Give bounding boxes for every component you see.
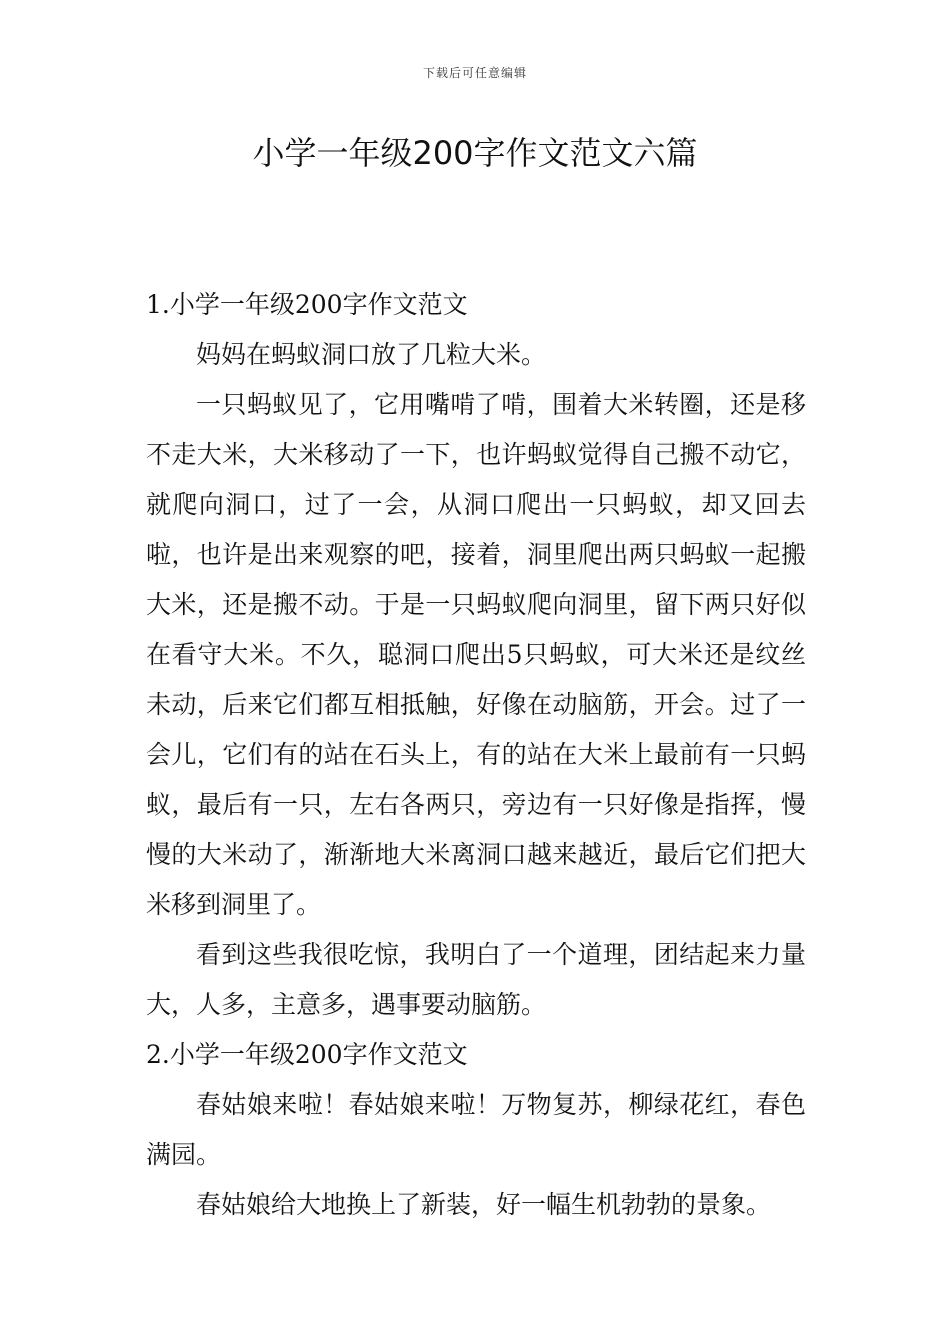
paragraph: 看到这些我很吃惊，我明白了一个道理，团结起来力量大，人多，主意多，遇事要动脑筋。 xyxy=(146,940,806,1019)
document-body xyxy=(146,280,806,1230)
section-heading: 2.小学一年级200字作文范文 xyxy=(146,1040,468,1069)
header-note: 下载后可任意编辑 xyxy=(422,66,527,80)
section-1 xyxy=(146,280,806,1030)
document-title: 小学一年级200字作文范文六篇 xyxy=(252,134,698,172)
paragraph: 春姑娘来啦！春姑娘来啦！万物复苏，柳绿花红，春色满园。 xyxy=(146,1090,806,1169)
paragraph: 一只蚂蚁见了，它用嘴啃了啃，围着大米转圈，还是移不走大米，大米移动了一下，也许蚂蚁觉得自己搬不动它，就爬向洞口，过了一会，从洞口爬出一只蚂蚁，却又回去啦，也许是出来观察的吧，接着，洞里爬出两只蚂蚁一起搬大米，还是搬不动。于是一只蚂蚁爬向洞里，留下两只好似在看守大米。不久，聪洞口爬出5只蚂蚁，可大米还是纹丝未动，后来它们都互相抵触，好像在动脑筋，开会。过了一会儿，它们有的站在石头上，有的站在大米上最前有一只蚂蚁，最后有一只，左右各两只，旁边有一只好像是指挥，慢慢的大米动了，渐渐地大米离洞口越来越近，最后它们把大米移到洞里了。 xyxy=(146,390,806,919)
section-heading: 1.小学一年级200字作文范文 xyxy=(146,290,468,319)
paragraph: 春姑娘给大地换上了新装，好一幅生机勃勃的景象。 xyxy=(196,1190,772,1219)
section-2 xyxy=(146,1030,806,1230)
paragraph: 妈妈在蚂蚁洞口放了几粒大米。 xyxy=(196,340,547,369)
